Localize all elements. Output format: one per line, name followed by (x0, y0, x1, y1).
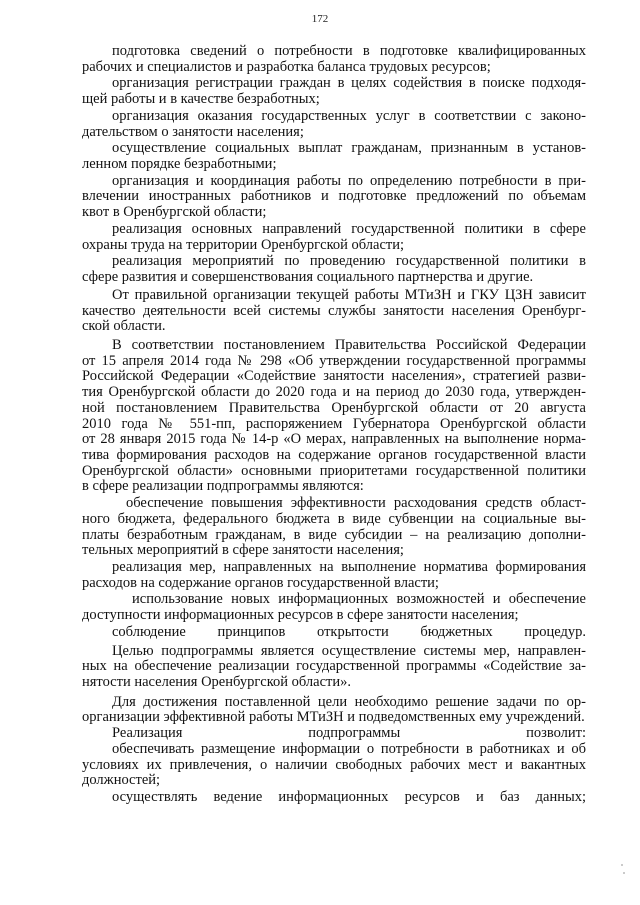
text-line: ленном порядке безработными; (82, 156, 277, 173)
text-line: ного бюджета, федерального бюджета в виде субвенции на социальные вы- (82, 510, 586, 527)
text-line: от 28 января 2015 года № 14-р «О мерах, направленных на выполнение норма- (82, 431, 586, 448)
page-number: 172 (311, 13, 329, 25)
text-line: ных на обеспечение реализации государственной программы «Содействие за- (82, 658, 586, 675)
scan-artifact (623, 872, 625, 874)
text-line: тия Оренбургской области до 2020 года и на период до 2030 года, утвержден- (82, 384, 586, 401)
text-line: подготовка сведений о потребности в подготовке квалифицированных (112, 43, 586, 59)
text-line: тельных мероприятий в сфере занятости населения; (82, 542, 404, 559)
text-line: организация оказания государственных услуг в соответствии с законо- (112, 107, 586, 124)
text-line: реализация основных направлений государственной политики в сфере (112, 220, 586, 237)
text-line: охраны труда на территории Оренбургской области; (82, 236, 405, 253)
text-line: Российской Федерации «Содействие занятости населения», стратегией разви- (82, 368, 586, 385)
text-line: доступности информационных ресурсов в сфере занятости населения; (82, 607, 519, 624)
body-text (82, 44, 586, 806)
text-line: нятости населения Оренбургской области». (82, 674, 351, 691)
text-line: осуществление социальных выплат гражданам, признанным в установ- (112, 140, 586, 157)
text-line: тива формирования расходов на содержание органов государственной власти (82, 446, 586, 463)
text-line: дательством о занятости населения; (82, 123, 304, 140)
text-line: 2010 года № 551-пп, распоряжением Губернатора Оренбургской области (82, 415, 586, 432)
text-line: квот в Оренбургской области; (82, 204, 267, 221)
text-line: В соответствии постановлением Правительства Российской Федерации (112, 336, 586, 353)
text-line: использование новых информационных возможностей и обеспечение (132, 591, 586, 608)
text-line: Оренбургской области» основными приоритетами государственной политики (82, 462, 586, 479)
text-line: осуществлять ведение информационных ресурсов и баз данных; (112, 789, 586, 806)
text-line: Целью подпрограммы является осуществление системы мер, направлен- (112, 642, 586, 659)
text-line: расходов на содержание органов государственной власти; (82, 574, 439, 591)
text-line: соблюдение принципов открытости бюджетных процедур. (112, 623, 586, 640)
text-line: рабочих и специалистов и разработка баланса трудовых ресурсов; (82, 58, 491, 75)
text-line: качество деятельности всей системы службы занятости населения Оренбург- (82, 302, 586, 319)
text-line: влечении иностранных работников и подготовке предложений по объемам (82, 188, 586, 205)
text-line: организация регистрации граждан в целях содействия в поиске подходя- (112, 75, 586, 92)
text-line: От правильной организации текущей работы МТиЗН и ГКУ ЦЗН зависит (112, 286, 586, 303)
text-line: обеспечивать размещение информации о потребности в работниках и об (112, 740, 586, 757)
text-line: ской области. (82, 318, 166, 335)
text-line: щей работы и в качестве безработных; (82, 91, 320, 108)
text-line: Реализация подпрограммы позволит: (112, 725, 586, 742)
text-line: должностей; (82, 772, 161, 789)
text-line: от 15 апреля 2014 года № 298 «Об утверждении государственной программы (82, 352, 586, 369)
text-line: платы безработным гражданам, в виде субсидии – на реализацию дополни- (82, 526, 586, 543)
text-line: организация и координация работы по определению потребности в при- (112, 172, 586, 189)
text-line: в сфере реализации подпрограммы являются: (82, 478, 364, 495)
text-line: реализация мер, направленных на выполнение норматива формирования (112, 559, 586, 575)
text-line: обеспечение повышения эффективности расходования средств област- (126, 495, 586, 512)
text-line: ной постановлением Правительства Оренбургской области от 20 августа (82, 399, 586, 416)
text-line: Для достижения поставленной цели необходимо решение задачи по ор- (112, 693, 586, 710)
text-line: сфере развития и совершенствования социального партнерства и другие. (82, 269, 534, 286)
text-line: организации эффективной работы МТиЗН и подведомственных ему учреждений. (82, 709, 585, 726)
text-line: условиях их привлечения, о наличии свободных рабочих мест и вакантных (82, 756, 586, 773)
scan-artifact (621, 864, 623, 866)
text-line: реализация мероприятий по проведению государственной политики в (112, 253, 586, 270)
